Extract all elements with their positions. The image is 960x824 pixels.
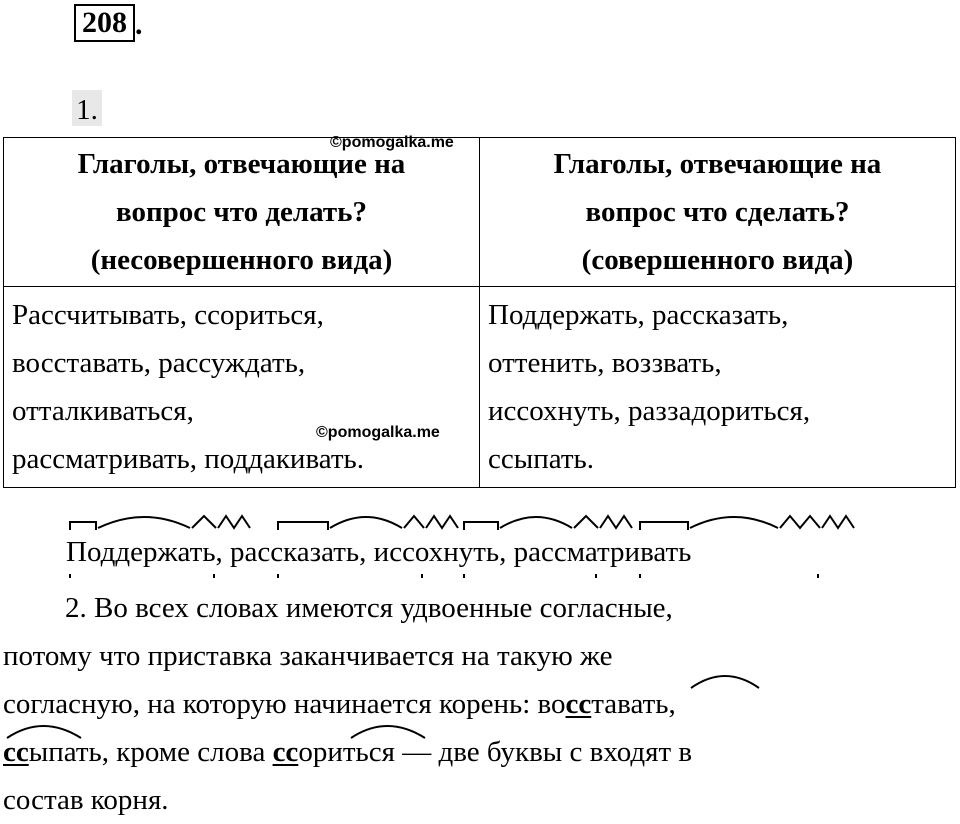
text-fragment: ыпать, кроме слова bbox=[28, 736, 273, 768]
word-separator: , bbox=[499, 536, 514, 568]
word-separator: , bbox=[359, 536, 374, 568]
base-bracket bbox=[278, 574, 422, 578]
cell-line: восставать, рассуждать, bbox=[12, 347, 306, 379]
text-fragment: ориться — две буквы с входят в bbox=[298, 736, 693, 768]
text-line bbox=[3, 680, 955, 728]
text-line bbox=[3, 728, 955, 776]
cell-line: оттенить, воззвать, bbox=[488, 347, 722, 379]
task-number-box: 208 bbox=[74, 4, 135, 42]
header-imperfective bbox=[4, 138, 480, 287]
header-perfective bbox=[480, 138, 956, 287]
suffix-mark bbox=[574, 516, 598, 528]
watermark: ©pomogalka.me bbox=[316, 424, 440, 441]
morpheme-words bbox=[66, 532, 691, 572]
cell-line: иссохнуть, раззадориться, bbox=[488, 395, 811, 427]
task-number-dot: . bbox=[135, 8, 143, 41]
morpheme-word: Поддержать bbox=[66, 536, 216, 568]
ending-mark bbox=[600, 516, 632, 528]
verbs-table bbox=[3, 137, 956, 488]
table-row bbox=[4, 287, 956, 488]
root-arc bbox=[98, 517, 190, 528]
prefix-mark bbox=[464, 522, 498, 530]
prefix-letters-highlight: сс bbox=[3, 736, 29, 768]
cell-line: рассматривать, поддакивать. bbox=[12, 443, 365, 475]
cell-line: Рассчитывать, ссориться, bbox=[12, 299, 324, 331]
header-line: вопрос что делать? bbox=[115, 196, 368, 228]
morpheme-word: иссохнуть bbox=[373, 536, 500, 568]
suffix-mark bbox=[404, 516, 424, 528]
part-1-number: 1. bbox=[72, 90, 102, 126]
watermark: ©pomogalka.me bbox=[330, 134, 454, 151]
ending-mark bbox=[822, 516, 854, 528]
text-fragment: тавать, bbox=[591, 688, 676, 720]
task-number bbox=[74, 4, 143, 42]
root-arc bbox=[690, 517, 778, 528]
prefix-mark bbox=[640, 522, 688, 530]
text-line: потому что приставка заканчивается на такую же bbox=[3, 640, 613, 672]
prefix-mark bbox=[278, 522, 328, 530]
base-bracket bbox=[640, 574, 818, 578]
ending-mark bbox=[218, 516, 250, 528]
prefix-letters-highlight: сс bbox=[565, 688, 592, 720]
text-line: 2. Во всех словах имеются удвоенные согласные, bbox=[65, 592, 673, 624]
root-letters-highlight: сс bbox=[272, 736, 299, 768]
part-2-explanation bbox=[3, 584, 955, 824]
morpheme-word: рассматривать bbox=[513, 536, 692, 568]
ending-mark bbox=[426, 516, 458, 528]
text-fragment: согласную, на которую начинается корень: во bbox=[3, 688, 566, 720]
cell-imperfective bbox=[4, 287, 480, 488]
text-line: состав корня. bbox=[3, 784, 169, 816]
suffix-mark bbox=[192, 516, 216, 528]
morpheme-analysis-line bbox=[66, 508, 896, 578]
table-header-row bbox=[4, 138, 956, 287]
cell-perfective bbox=[480, 287, 956, 488]
cell-line: отталкиваться, bbox=[12, 395, 194, 427]
morpheme-word: рассказать bbox=[230, 536, 360, 568]
header-line: Глаголы, отвечающие на bbox=[553, 148, 882, 180]
header-line: Глаголы, отвечающие на bbox=[77, 148, 406, 180]
suffix-mark bbox=[780, 516, 820, 528]
root-arc bbox=[500, 517, 572, 528]
base-bracket bbox=[464, 574, 596, 578]
prefix-mark bbox=[70, 522, 96, 530]
root-arc bbox=[330, 517, 402, 528]
base-bracket bbox=[70, 574, 214, 578]
header-line: вопрос что сделать? bbox=[585, 196, 850, 228]
cell-line: ссыпать. bbox=[488, 443, 595, 475]
cell-line: Поддержать, рассказать, bbox=[488, 299, 789, 331]
word-separator: , bbox=[215, 536, 231, 568]
header-line: (совершенного вида) bbox=[581, 244, 854, 276]
header-line: (несовершенного вида) bbox=[90, 244, 393, 276]
